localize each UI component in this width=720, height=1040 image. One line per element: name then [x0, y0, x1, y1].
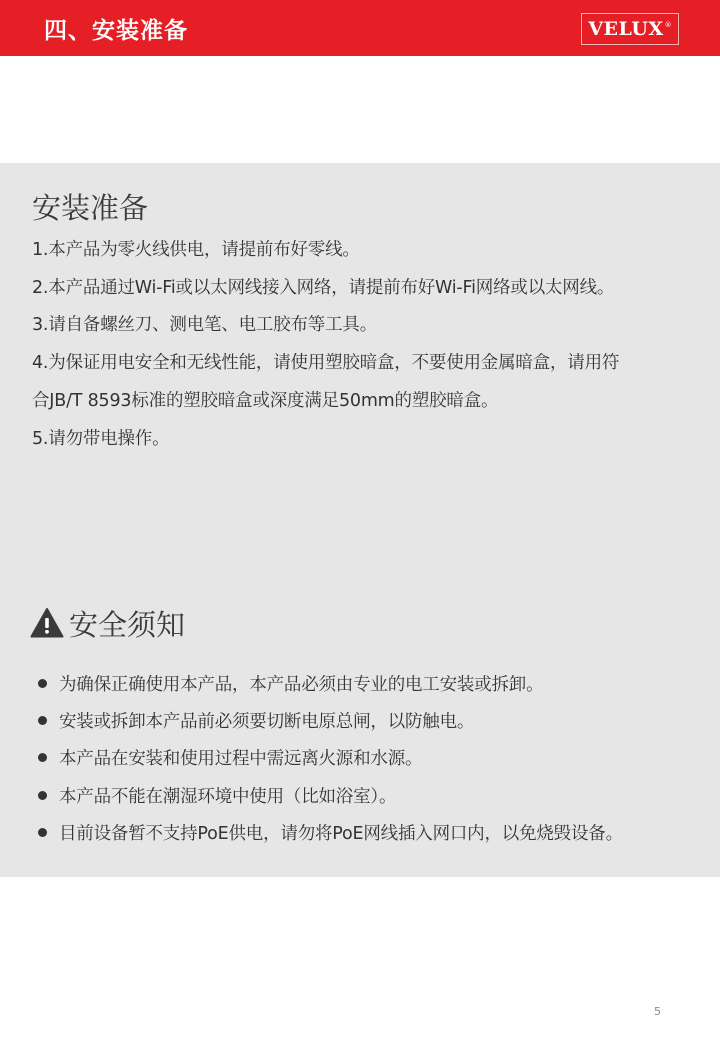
- bullet-dot-icon: [38, 753, 47, 762]
- warning-triangle-icon: [30, 607, 64, 639]
- safety-title: 安全须知: [69, 607, 186, 642]
- registered-mark: ®: [664, 21, 672, 29]
- header-bar: [0, 0, 720, 56]
- section-heading: 四、安装准备: [44, 18, 188, 44]
- safety-item: [38, 820, 623, 845]
- bullet-dot-icon: [38, 716, 47, 725]
- safety-heading: [30, 603, 185, 643]
- safety-item: [38, 708, 474, 733]
- prep-line-3: 3.请自备螺丝刀、测电笔、电工胶布等工具。: [32, 315, 377, 335]
- bullet-dot-icon: [38, 828, 47, 837]
- safety-item-text: 本产品在安装和使用过程中需远离火源和水源。: [59, 749, 423, 769]
- prep-line-5: 5.请勿带电操作。: [32, 429, 170, 449]
- safety-item-text: 本产品不能在潮湿环境中使用（比如浴室）。: [59, 787, 397, 807]
- prep-line-2: 2.本产品通过Wi-Fi或以太网线接入网络，请提前布好Wi-Fi网络或以太网线。: [32, 278, 615, 298]
- prep-line-1: 1.本产品为零火线供电，请提前布好零线。: [32, 240, 360, 260]
- safety-item-text: 为确保正确使用本产品，本产品必须由专业的电工安装或拆卸。: [59, 675, 544, 695]
- safety-item: [38, 783, 396, 808]
- safety-item: [38, 745, 422, 770]
- bullet-dot-icon: [38, 679, 47, 688]
- safety-item-text: 目前设备暂不支持PoE供电，请勿将PoE网线插入网口内，以免烧毁设备。: [59, 824, 623, 844]
- prep-line-4-cont: 合JB/T 8593标准的塑胶暗盒或深度满足50mm的塑胶暗盒。: [32, 391, 499, 411]
- logo-text: VELUX: [588, 18, 664, 40]
- velux-logo: [581, 13, 679, 45]
- bullet-dot-icon: [38, 791, 47, 800]
- safety-item: [38, 671, 543, 696]
- safety-item-text: 安装或拆卸本产品前必须要切断电原总闸，以防触电。: [59, 712, 475, 732]
- page-number: 5: [654, 1005, 661, 1018]
- prep-line-4: 4.为保证用电安全和无线性能，请使用塑胶暗盒，不要使用金属暗盒，请用符: [32, 353, 620, 373]
- prep-title: 安装准备: [32, 191, 149, 225]
